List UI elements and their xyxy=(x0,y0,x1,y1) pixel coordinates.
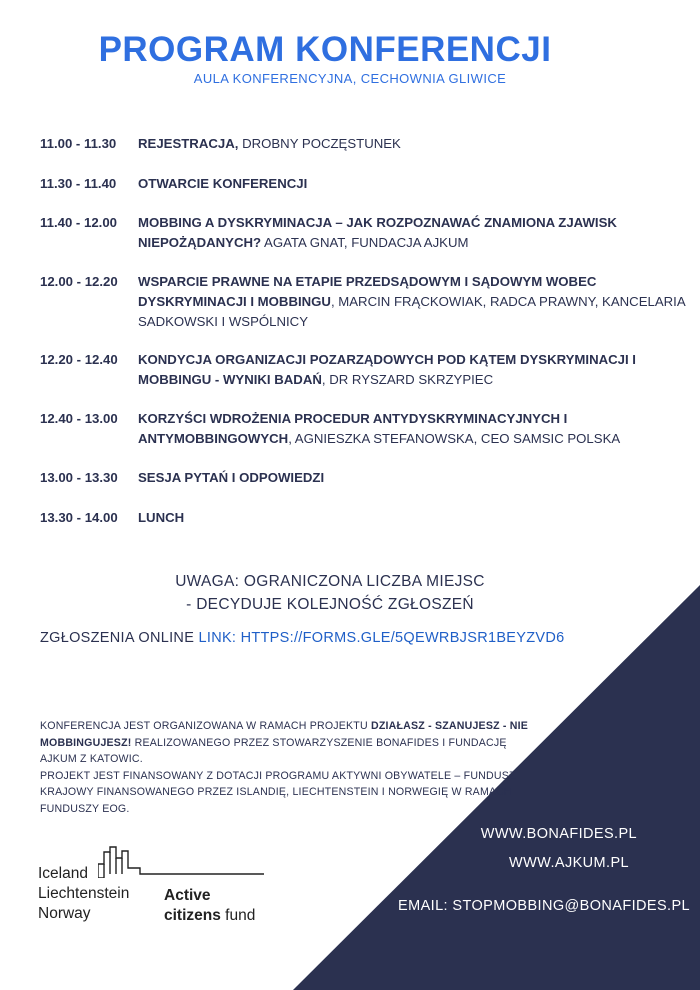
agenda-time: 12.20 - 12.40 xyxy=(40,352,118,367)
agenda-time: 12.00 - 12.20 xyxy=(40,274,118,289)
seating-notice xyxy=(150,570,510,616)
logo-fund-word: fund xyxy=(220,907,256,924)
registration-link[interactable]: LINK: HTTPS://FORMS.GLE/5QEWRBJSR1BEYZVD6 xyxy=(198,630,565,646)
agenda-title: SESJA PYTAŃ I ODPOWIEDZI xyxy=(138,470,325,485)
venue-subtitle: AULA KONFERENCYJNA, CECHOWNIA GLIWICE xyxy=(193,71,507,86)
website-bonafides-link[interactable]: WWW.BONAFIDES.PL xyxy=(480,826,637,842)
agenda-title: MOBBING A DYSKRYMINACJA – JAK ROZPOZNAWAĆ ZNAMIONA ZJAWISK NIEPOŻĄDANYCH? xyxy=(138,215,617,250)
registration-line xyxy=(40,630,565,646)
agenda-title: LUNCH xyxy=(138,510,185,525)
logo-country: Norway xyxy=(38,905,91,922)
logo-fund-name xyxy=(164,886,255,926)
funding-text: REALIZOWANEGO PRZEZ STOWARZYSZENIE BONAFIDES I FUNDACJĘ AJKUM Z KATOWIC. xyxy=(40,736,507,765)
email-contact-link[interactable]: EMAIL: STOPMOBBING@BONAFIDES.PL xyxy=(398,898,690,914)
notice-line: UWAGA: OGRANICZONA LICZBA MIEJSC xyxy=(175,573,485,590)
agenda-title: KONDYCJA ORGANIZACJI POZARZĄDOWYCH POD KĄTEM DYSKRYMINACJI I MOBBINGU - WYNIKI BADAŃ xyxy=(138,352,636,387)
funding-text: KONFERENCJA JEST ORGANIZOWANA W RAMACH PROJEKTU xyxy=(40,720,371,732)
funding-paragraph: PROJEKT JEST FINANSOWANY Z DOTACJI PROGRAMU AKTYWNI OBYWATELE – FUNDUSZ KRAJOWY FINANSOWANEGO PRZEZ ISLANDIĘ, LIECHTENSTEIN I NORWEGIĘ W RAMACH FUNDUSZY EOG. xyxy=(40,769,516,815)
agenda-time: 11.30 - 11.40 xyxy=(40,176,117,191)
agenda-detail: , AGNIESZKA STEFANOWSKA, CEO SAMSIC POLSKA xyxy=(288,431,621,446)
agenda-time: 13.00 - 13.30 xyxy=(40,470,118,485)
registration-label: ZGŁOSZENIA ONLINE xyxy=(40,630,199,646)
agenda-time: 11.00 - 11.30 xyxy=(40,136,117,151)
logo-country: Iceland xyxy=(38,865,88,882)
project-name: DZIAŁASZ - SZANUJESZ - NIE MOBBINGUJESZ! xyxy=(40,720,529,749)
logo-countries xyxy=(38,864,129,924)
agenda-detail: , MARCIN FRĄCKOWIAK, RADCA PRAWNY, KANCELARIA SADKOWSKI I WSPÓLNICY xyxy=(138,294,685,329)
agenda-detail: , DR RYSZARD SKRZYPIEC xyxy=(321,372,494,387)
agenda-title: WSPARCIE PRAWNE NA ETAPIE PRZEDSĄDOWYM I SĄDOWYM WOBEC DYSKRYMINACJI I MOBBINGU xyxy=(138,274,597,309)
agenda-detail: DROBNY POCZĘSTUNEK xyxy=(238,136,401,151)
agenda-title: KORZYŚCI WDROŻENIA PROCEDUR ANTYDYSKRYMINACYJNYCH I ANTYMOBBINGOWYCH xyxy=(138,411,568,446)
agenda-detail: AGATA GNAT, FUNDACJA AJKUM xyxy=(261,235,469,250)
logo-fund-line: Active xyxy=(164,887,211,904)
active-citizens-fund-logo xyxy=(38,844,278,934)
website-ajkum-link[interactable]: WWW.AJKUM.PL xyxy=(509,855,629,871)
page-title: PROGRAM KONFERENCJI xyxy=(98,30,552,69)
funding-paragraph xyxy=(40,718,530,768)
agenda-title: REJESTRACJA, xyxy=(138,136,239,151)
agenda-time: 13.30 - 14.00 xyxy=(40,510,118,525)
agenda-time: 11.40 - 12.00 xyxy=(40,215,117,230)
funding-info xyxy=(40,718,530,817)
notice-line: - DECYDUJE KOLEJNOŚĆ ZGŁOSZEŃ xyxy=(186,596,474,613)
logo-country: Liechtenstein xyxy=(38,885,130,902)
logo-fund-word: citizens xyxy=(164,907,221,924)
agenda-title: OTWARCIE KONFERENCJI xyxy=(138,176,308,191)
agenda-time: 12.40 - 13.00 xyxy=(40,411,118,426)
